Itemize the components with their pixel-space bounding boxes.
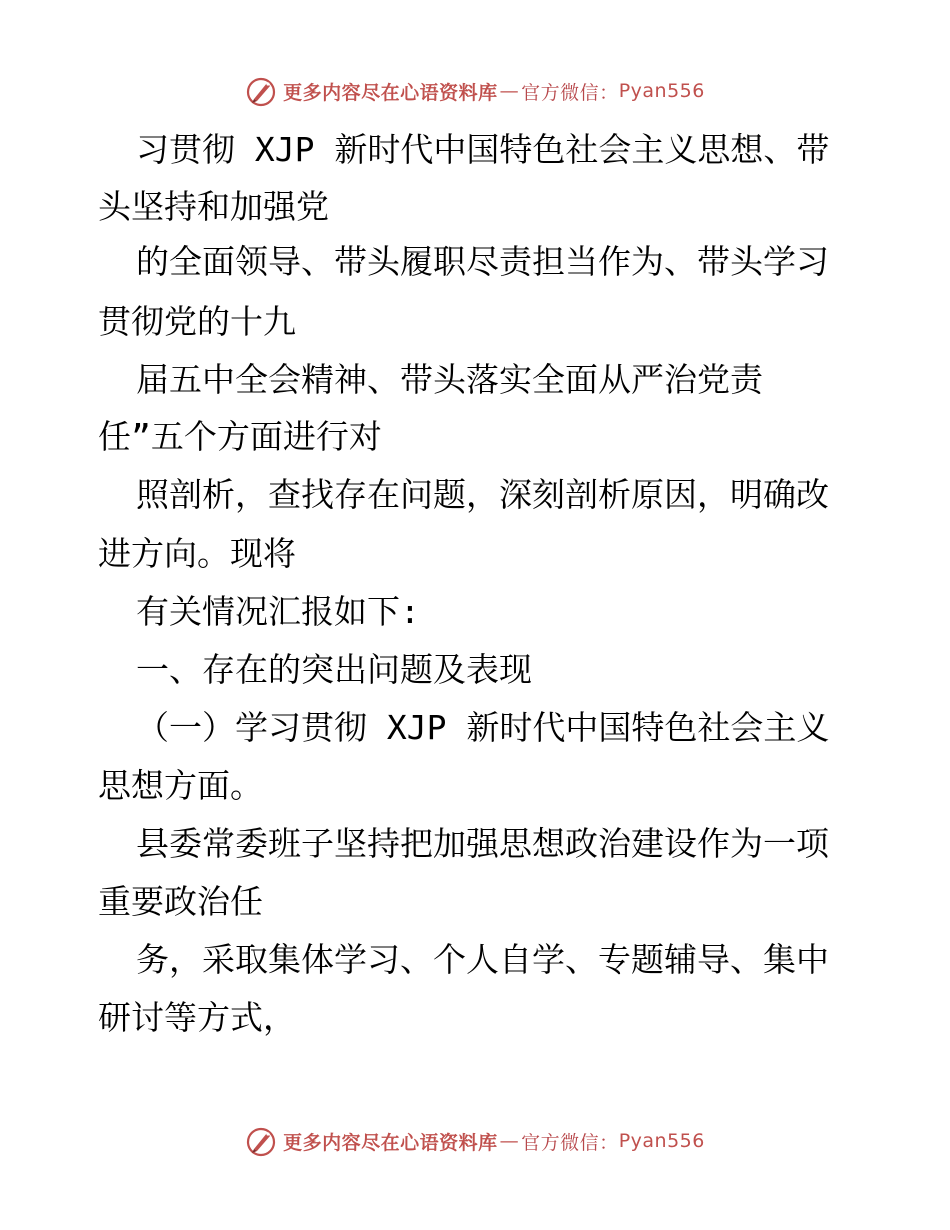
footer-wechat-id: Pyan556	[618, 1130, 705, 1152]
body-line: 的全面领导、带头履职尽责担当作为、带头学习	[136, 242, 829, 281]
footer-banner	[0, 1121, 950, 1161]
body-line: 头坚持和加强党	[98, 187, 329, 226]
body-line: 习贯彻 XJP 新时代中国特色社会主义思想、带	[136, 130, 830, 169]
header-separator: —	[499, 80, 520, 102]
body-line: 县委常委班子坚持把加强思想政治建设作为一项	[136, 824, 829, 863]
header-brand-text: 更多内容尽在心语资料库	[283, 81, 498, 104]
section-heading: 一、存在的突出问题及表现	[136, 650, 532, 689]
quill-pen-logo-icon	[245, 1125, 277, 1157]
quill-pen-logo-icon	[245, 75, 277, 107]
header-wechat-label: 官方微信：	[521, 81, 619, 104]
footer-brand-text: 更多内容尽在心语资料库	[283, 1131, 498, 1154]
footer-wechat-label: 官方微信：	[521, 1131, 619, 1154]
body-line: 有关情况汇报如下:	[136, 592, 420, 631]
body-line: 研讨等方式，	[98, 998, 296, 1037]
body-line: 务，采取集体学习、个人自学、专题辅导、集中	[136, 940, 829, 979]
subsection-heading: （一）学习贯彻 XJP 新时代中国特色社会主义	[136, 708, 830, 747]
body-line: 重要政治任	[98, 882, 263, 921]
body-line: 照剖析，查找存在问题，深刻剖析原因，明确改	[136, 475, 829, 514]
footer-separator: —	[499, 1130, 520, 1152]
body-line: 任”五个方面进行对	[98, 417, 382, 456]
body-line: 贯彻党的十九	[98, 302, 296, 341]
body-line: 进方向。现将	[98, 534, 296, 573]
header-wechat-id: Pyan556	[618, 80, 705, 102]
body-line: 届五中全会精神、带头落实全面从严治党责	[136, 360, 763, 399]
body-line: 思想方面。	[98, 766, 263, 805]
header-banner	[0, 71, 950, 111]
